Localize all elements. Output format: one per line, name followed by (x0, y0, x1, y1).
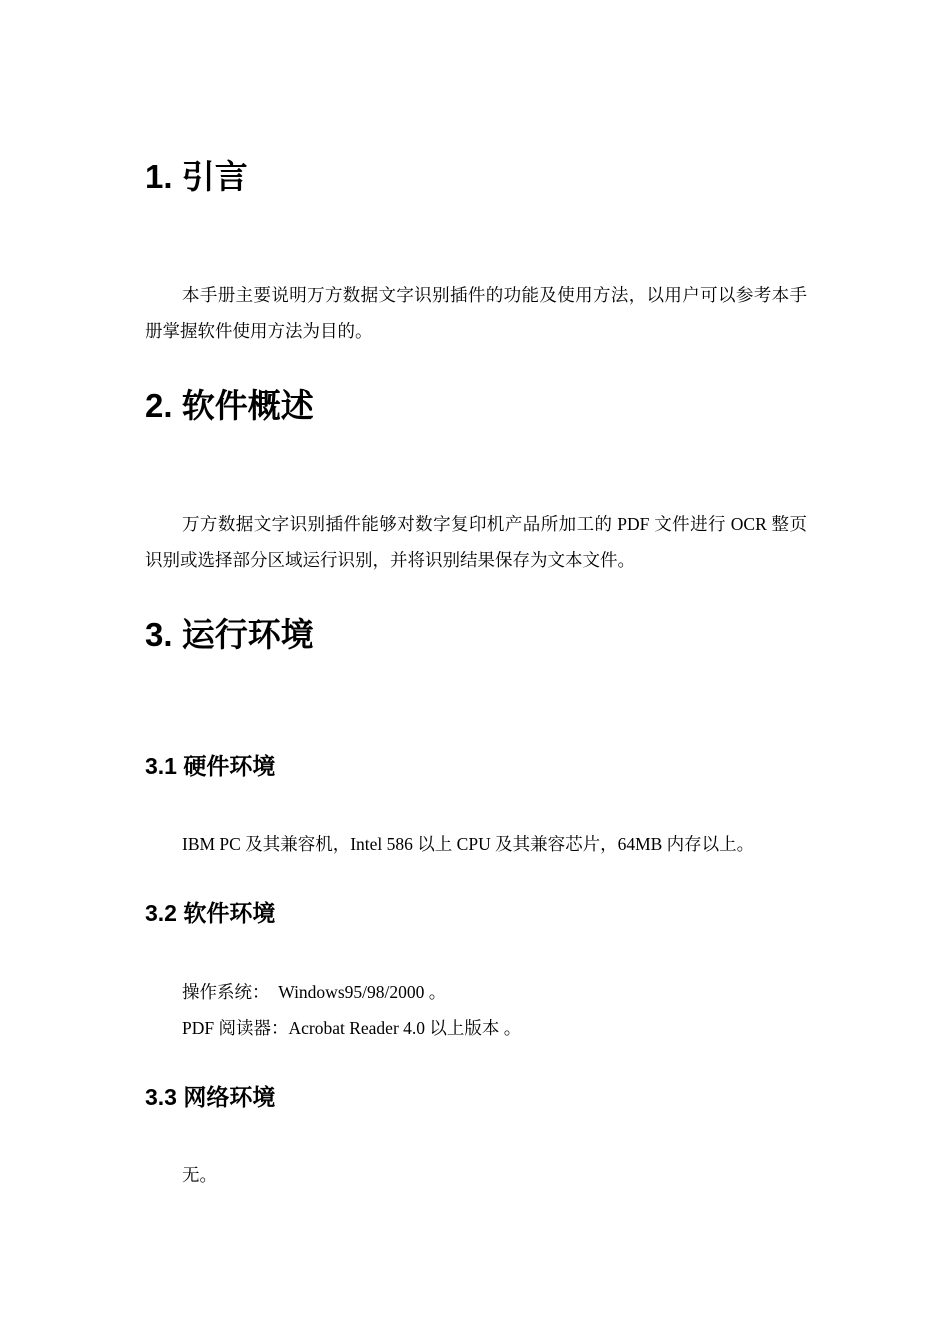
subsection-heading-network: 3.3 网络环境 (145, 1084, 276, 1110)
hardware-requirements-text: IBM PC 及其兼容机，Intel 586 以上 CPU 及其兼容芯片，64MB 内存以上。 (182, 834, 755, 854)
section-heading-software-overview: 2. 软件概述 (145, 387, 314, 424)
network-requirements-text: 无。 (182, 1165, 217, 1185)
introduction-paragraph: 本手册主要说明万方数据文字识别插件的功能及使用方法，以用户可以参考本手册掌握软件使用方法为目的。 (145, 285, 807, 341)
section-heading-runtime-environment: 3. 运行环境 (145, 616, 314, 653)
pdf-reader-text: PDF 阅读器：Acrobat Reader 4.0 以上版本 。 (182, 1018, 522, 1038)
operating-system-text: 操作系统： Windows95/98/2000 。 (182, 982, 447, 1002)
section-heading-introduction: 1. 引言 (145, 158, 248, 195)
software-overview-paragraph: 万方数据文字识别插件能够对数字复印机产品所加工的 PDF 文件进行 OCR 整页识别或选择部分区域运行识别，并将识别结果保存为文本文件。 (145, 514, 807, 570)
subsection-heading-software: 3.2 软件环境 (145, 900, 276, 926)
subsection-heading-hardware: 3.1 硬件环境 (145, 753, 276, 779)
